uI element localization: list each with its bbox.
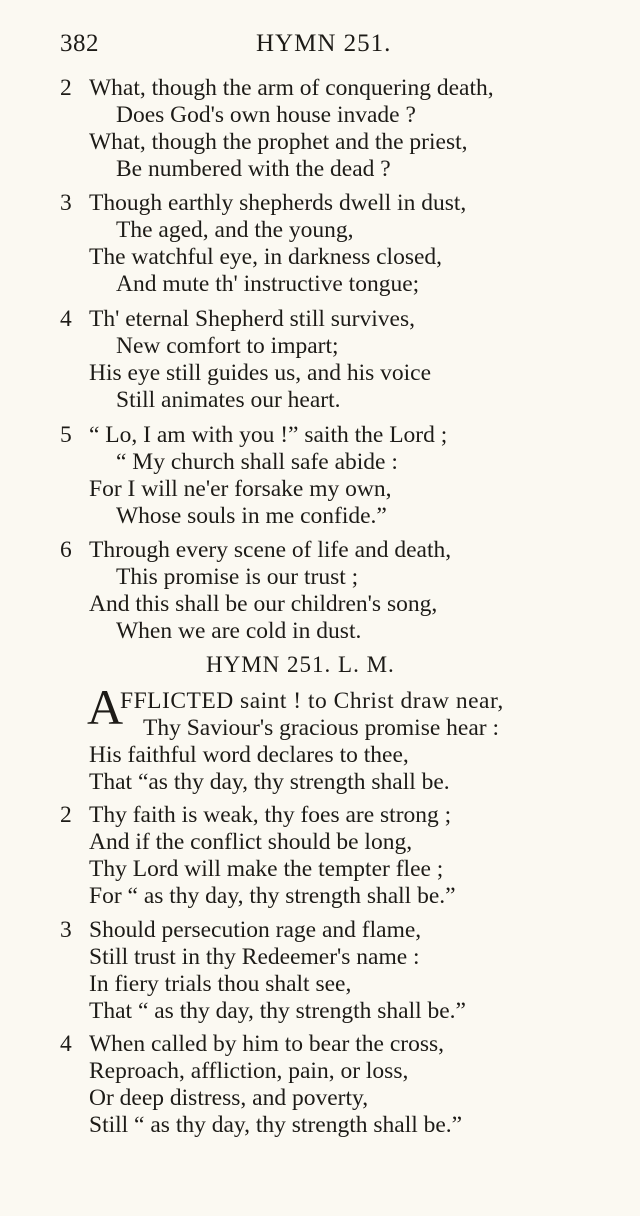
stanza-number: 3 <box>60 190 72 216</box>
verse-line: Should persecution rage and flame, <box>89 917 422 943</box>
verse-line: When we are cold in dust. <box>116 618 362 644</box>
running-title: HYMN 251. <box>256 30 392 57</box>
drop-cap: A <box>87 679 124 735</box>
verse-line: Be numbered with the dead ? <box>116 156 391 182</box>
verse-line: The aged, and the young, <box>116 217 354 243</box>
verse-line: “ My church shall safe abide : <box>116 449 398 475</box>
verse-line: When called by him to bear the cross, <box>89 1031 444 1057</box>
verse-line: For “ as thy day, thy strength shall be.” <box>89 883 456 909</box>
verse-line: And this shall be our children's song, <box>89 591 438 617</box>
stanza-number: 2 <box>60 75 72 101</box>
stanza-number: 5 <box>60 422 72 448</box>
verse-line: Still trust in thy Redeemer's name : <box>89 944 420 970</box>
verse-line: Th' eternal Shepherd still survives, <box>89 306 415 332</box>
verse-line: And if the conflict should be long, <box>89 829 413 855</box>
verse-line: FFLICTED saint ! to Christ draw near, <box>120 688 504 714</box>
verse-line: Whose souls in me confide.” <box>116 503 387 529</box>
hymn-title: HYMN 251. L. M. <box>206 652 395 677</box>
verse-line: Still “ as thy day, thy strength shall be.” <box>89 1112 463 1138</box>
verse-line: Though earthly shepherds dwell in dust, <box>89 190 467 216</box>
verse-line: And mute th' instructive tongue; <box>116 271 420 297</box>
verse-line: In fiery trials thou shalt see, <box>89 971 352 997</box>
verse-line: Reproach, affliction, pain, or loss, <box>89 1058 409 1084</box>
verse-line: For I will ne'er forsake my own, <box>89 476 392 502</box>
verse-line: What, though the arm of conquering death, <box>89 75 494 101</box>
stanza-number: 4 <box>60 1031 72 1057</box>
verse-line: This promise is our trust ; <box>116 564 359 590</box>
verse-line: Does God's own house invade ? <box>116 102 416 128</box>
verse-line: That “as thy day, thy strength shall be. <box>89 769 450 795</box>
verse-line: Through every scene of life and death, <box>89 537 452 563</box>
verse-line: Thy Lord will make the tempter flee ; <box>89 856 444 882</box>
verse-line: His faithful word declares to thee, <box>89 742 409 768</box>
stanza-number: 6 <box>60 537 72 563</box>
verse-line: The watchful eye, in darkness closed, <box>89 244 443 270</box>
stanza-number: 4 <box>60 306 72 332</box>
verse-line: New comfort to impart; <box>116 333 339 359</box>
page-header <box>60 30 600 70</box>
verse-line: That “ as thy day, thy strength shall be.” <box>89 998 466 1024</box>
verse-line: “ Lo, I am with you !” saith the Lord ; <box>89 422 448 448</box>
verse-line: Or deep distress, and poverty, <box>89 1085 369 1111</box>
page-number: 382 <box>60 30 99 57</box>
verse-line: Thy Saviour's gracious promise hear : <box>143 715 499 741</box>
verse-line: What, though the prophet and the priest, <box>89 129 468 155</box>
stanza-number: 3 <box>60 917 72 943</box>
stanza-number: 2 <box>60 802 72 828</box>
verse-line: Still animates our heart. <box>116 387 341 413</box>
verse-line: His eye still guides us, and his voice <box>89 360 432 386</box>
verse-line: Thy faith is weak, thy foes are strong ; <box>89 802 452 828</box>
